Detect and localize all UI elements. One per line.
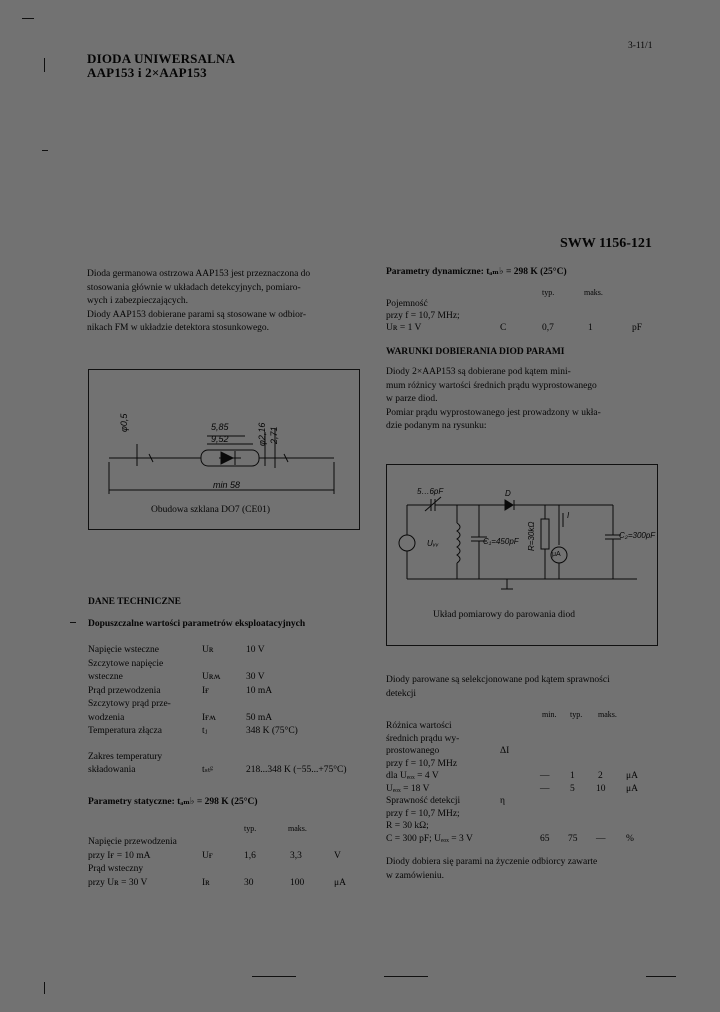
static-row: Napięcie przewodzenia [88,837,177,847]
tech-table [88,644,358,778]
pairing-text [386,366,658,434]
tech-row: Temperatura złącza tⱼ 348 K (75°C) [88,726,298,736]
dynamic-heading: Parametry dynamiczne: tₐₘ♭ = 298 K (25°C) [386,267,567,277]
tech-subheading: Dopuszczalne wartości parametrów eksploatacyjnych [88,619,306,629]
dim-271: 2,71 [269,426,279,444]
intro-line: nikach FM w układzie detektora stosunkowego. [87,323,270,333]
circuit-c1-label: C₁=450pF [483,537,519,546]
intro-text [87,268,357,336]
circuit-figure [386,464,658,646]
circuit-r-label: R=30kΩ [527,521,536,551]
margin-tick [42,150,48,151]
selection-row: Sprawność detekcji η [386,796,505,806]
dim-952: 9,52 [211,434,229,444]
static-row: Prąd wsteczny [88,864,144,874]
storage-row: Zakres temperatury [88,751,163,762]
static-table [88,822,358,890]
intro-line: Dioda germanowa ostrzowa AAP153 jest przeznaczona do [87,269,311,279]
selection-line: detekcji [386,688,417,699]
selection-row: R = 30 kΩ; [386,821,429,831]
tech-row: Napięcie wsteczne Uʀ 10 V [88,645,265,655]
circuit-cap-label: 5…6pF [417,487,444,496]
circuit-c2-label: C₂=300pF [619,531,656,540]
static-row: przy Uʀ = 30 V Iʀ 30 100 μA [88,877,346,888]
selection-table [386,708,658,845]
static-row: przy Iғ = 10 mA Uғ 1,6 3,3 V [88,850,341,861]
static-header-row: typ. maks. [244,824,307,833]
pairing-heading: WARUNKI DOBIERANIA DIOD PARAMI [386,347,565,357]
footer-rule [646,976,676,977]
dim-min58: min 58 [213,480,241,490]
selection-text [386,674,658,701]
selection-row: przy f = 10,7 MHz [386,758,458,769]
dynamic-row: Pojemność [386,299,428,309]
dim-d216: φ2,16 [257,422,267,446]
selection-row: dla Uₑₒₓ = 4 V — 1 2 μA [386,771,638,781]
pairing-line: Pomiar prądu wyprostowanego jest prowadzony w ukła- [386,407,601,418]
footer-rule [384,976,428,977]
intro-line: Diody AAP153 dobierane parami są stosowane w odbior- [87,309,307,320]
storage-row: składowania tₛₜᵍ 218...348 K (−55...+75°C) [88,765,347,775]
margin-tick [70,622,76,623]
page-ref: 3-11/1 [628,41,653,51]
package-caption: Obudowa szklana DO7 (CE01) [151,505,270,515]
tech-heading: DANE TECHNICZNE [88,597,181,607]
dim-585: 5,85 [211,422,229,432]
circuit-source-label: Uᵥᵥ [427,539,439,548]
selection-row: prostowanego ΔI [386,746,510,756]
dynamic-row: Uʀ = 1 V C 0,7 1 pF [386,323,643,333]
selection-row: Uₑₒₓ = 18 V — 5 10 μA [386,783,638,794]
pairing-line: dzie podanym na rysunku: [386,421,487,431]
microammeter: μA [552,551,561,558]
selection-row: przy f = 10,7 MHz; [386,808,460,819]
title-line-1: DIODA UNIWERSALNA [87,51,236,66]
pairing-line: w parze diod. [386,394,438,404]
footer-rule [252,976,296,977]
selection-row: średnich prądu wy- [386,733,460,744]
intro-line: stosowania głównie w układach detekcyjnych, pomiaro- [87,282,301,293]
circuit-diode-label: D [505,489,511,498]
tech-row: Prąd przewodzenia Iғ 10 mA [88,685,273,696]
tech-row: Szczytowe napięcie [88,658,164,669]
catalog-number: SWW 1156-121 [560,236,652,251]
pairing-line: mum różnicy wartości średnich prądu wyprostowanego [386,380,597,391]
tech-row: wsteczne Uʀʍ 30 V [88,672,265,682]
intro-line: wych i zabezpieczających. [87,296,189,306]
closing-line: Diody dobiera się parami na życzenie odbiorcy zawarte [386,857,598,867]
dynamic-row: przy f = 10,7 MHz; [386,311,460,321]
corner-mark [44,58,45,72]
corner-mark [22,18,34,19]
doc-title [87,52,235,80]
selection-line: Diody parowane są selekcjonowane pod kątem sprawności [386,675,610,685]
selection-header-row: min. typ. maks. [542,710,617,719]
static-heading: Parametry statyczne: tₐₘ♭ = 298 K (25°C) [88,797,258,807]
pairing-line: Diody 2×AAP153 są dobierane pod kątem mini- [386,367,571,377]
dim-d05: φ0,5 [119,413,129,432]
tech-row: wodzenia Iғʍ 50 mA [88,712,273,723]
dynamic-header-row: typ. maks. [542,288,603,297]
title-line-2: AAP153 i 2×AAP153 [87,65,207,80]
dynamic-table [386,286,656,334]
tech-row: Szczytowy prąd prze- [88,699,171,709]
selection-row: C = 300 pF; Uₑₒₓ = 3 V 65 75 — % [386,833,634,844]
closing-text [386,856,658,883]
circuit-i-label: I [567,511,570,520]
circuit-caption: Układ pomiarowy do parowania diod [433,610,575,620]
package-figure [88,369,360,530]
corner-mark [44,982,45,994]
closing-line: w zamówieniu. [386,870,445,881]
selection-row: Różnica wartości [386,721,452,731]
